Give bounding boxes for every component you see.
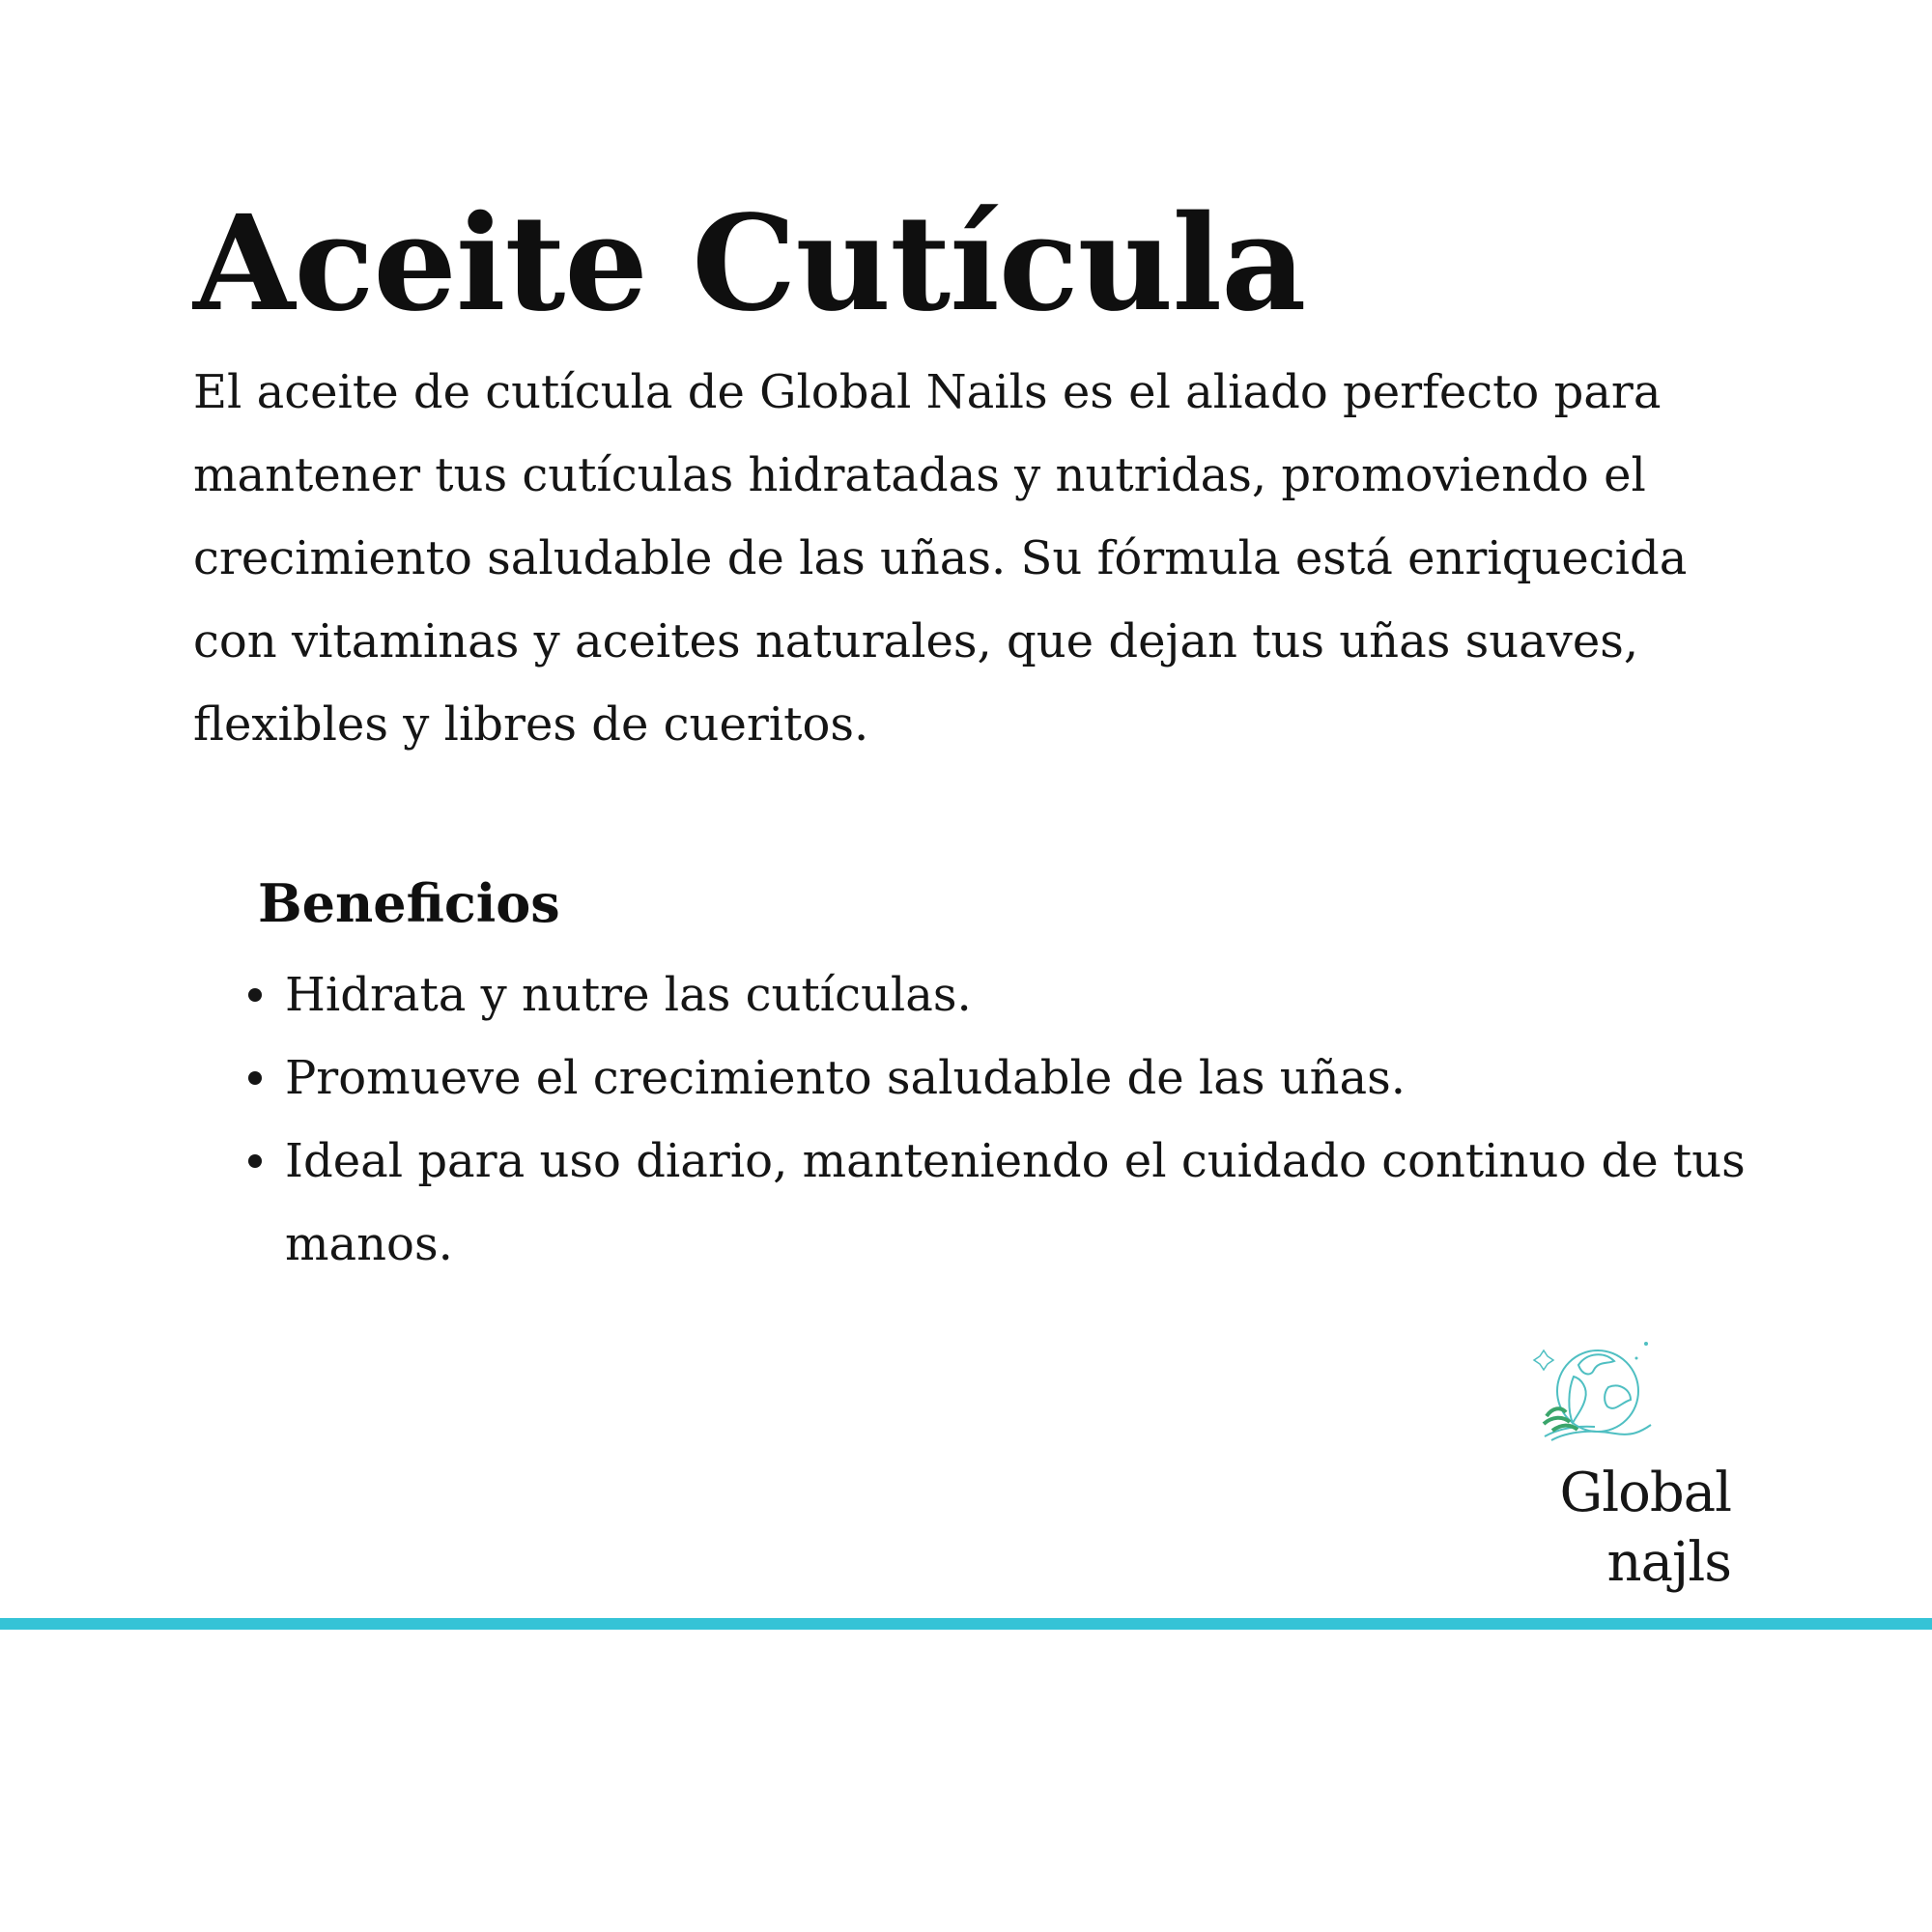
brand-name: Global najls — [1559, 1462, 1731, 1594]
bullet-icon — [248, 1071, 262, 1085]
globe-hand-logo-icon — [1523, 1335, 1663, 1456]
benefits-section — [258, 865, 1765, 1286]
brand-logo — [1432, 1335, 1731, 1594]
benefits-heading: Beneficios — [258, 872, 560, 934]
benefit-item-growth — [248, 1037, 1765, 1120]
benefit-text: Promueve el crecimiento saludable de las uñas. — [285, 1051, 1406, 1105]
product-description: El aceite de cutícula de Global Nails es el aliado perfecto para mantener tus cutículas hidratadas y nutridas, promoviendo el crecimiento saludable de las uñas. Su fórmula está enriquecida con vitaminas y aceites naturales, que dejan tus uñas suaves, flexibles y libres de cueritos. — [193, 365, 1688, 752]
benefit-item-hydration — [248, 953, 1765, 1037]
product-description-page — [193, 186, 1758, 766]
benefit-text: Ideal para uso diario, manteniendo el cuidado continuo de tus manos. — [285, 1134, 1746, 1271]
benefits-list — [258, 953, 1765, 1286]
page-title: Aceite Cutícula — [193, 186, 1306, 341]
accent-divider — [0, 1618, 1932, 1630]
bullet-icon — [248, 1154, 262, 1168]
benefit-item-daily-use — [248, 1120, 1765, 1286]
bullet-icon — [248, 988, 262, 1002]
benefit-text: Hidrata y nutre las cutículas. — [285, 968, 972, 1022]
